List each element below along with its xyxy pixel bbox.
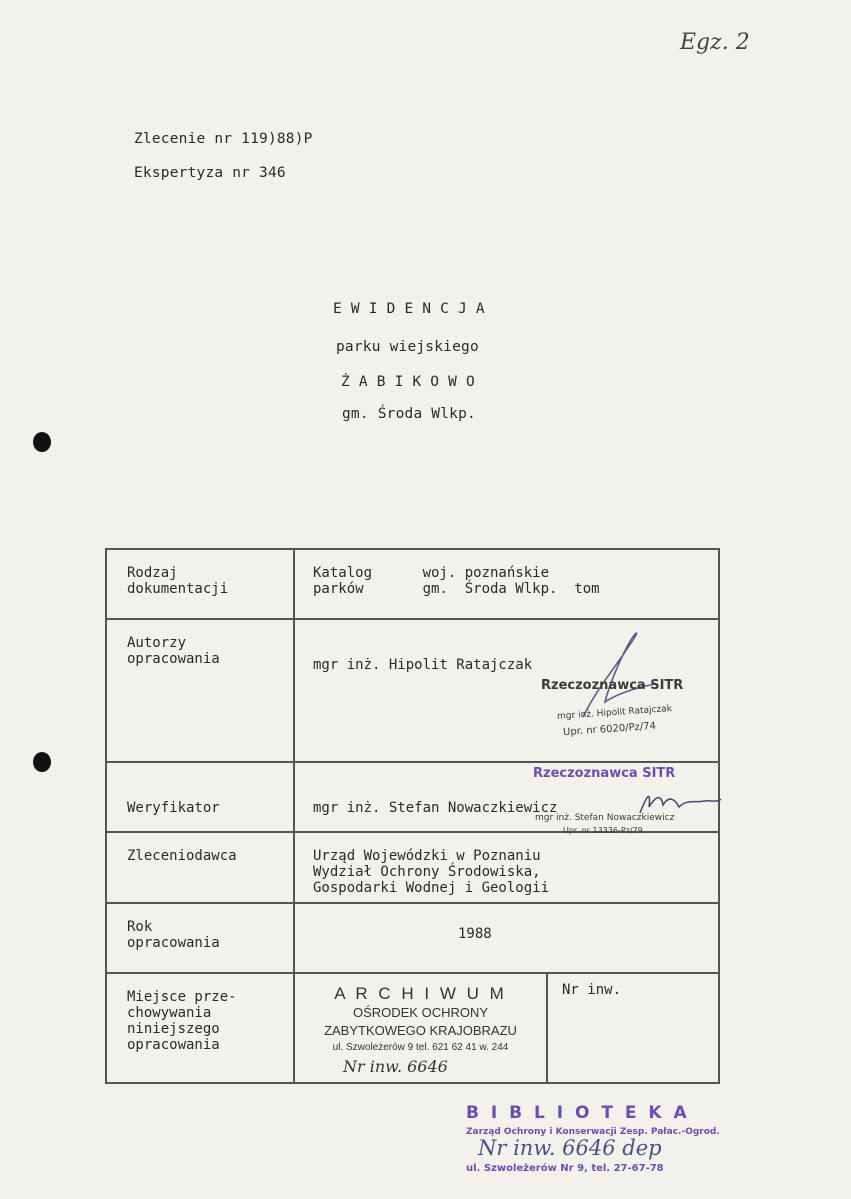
inventory-label: Nr inw.	[562, 982, 622, 998]
archive-stamp-line2: OŚRODEK OCHRONY	[352, 1005, 489, 1020]
punch-hole-bottom	[33, 752, 51, 772]
title-line-3: Ż A B I K O W O	[341, 374, 475, 390]
table-row	[106, 762, 719, 832]
archive-stamp-address: ul. Szwoleżerów 9 tel. 621 62 41 w. 244	[332, 1042, 509, 1053]
library-stamp-org: Zarząd Ochrony i Konserwacji Zesp. Pałac.-Ogrod.	[466, 1127, 720, 1137]
author-stamp-license: Upr. nr 6020/Pz/74	[562, 720, 657, 739]
archive-stamp-title: A R C H I W U M	[334, 984, 507, 1003]
table-row	[106, 619, 719, 762]
library-inventory-handwritten: Nr inw. 6646 dep	[478, 1136, 662, 1160]
punch-hole-top	[33, 432, 51, 452]
verifier-stamp-name: mgr inż. Stefan Nowaczkiewicz	[535, 813, 675, 823]
table-row	[106, 549, 719, 619]
copy-number-note: Egz. 2	[680, 30, 750, 55]
library-stamp-address: ul. Szwoleżerów Nr 9, tel. 27-67-78	[466, 1163, 664, 1174]
title-line-4: gm. Środa Wlkp.	[342, 406, 476, 422]
order-number: Zlecenie nr 119)88)P	[134, 131, 313, 147]
row-label: Zleceniodawca	[127, 848, 237, 864]
verifier-stamp-license: Upr. nr 13336-Pz/79	[563, 826, 643, 835]
row-label: Rok opracowania	[127, 919, 220, 951]
library-stamp-title: B I B L I O T E K A	[466, 1103, 690, 1123]
archive-stamp-line3: ZABYTKOWEGO KRAJOBRAZU	[324, 1023, 517, 1038]
row-value: Urząd Wojewódzki w Poznaniu Wydział Ochrony Środowiska, Gospodarki Wodnej i Geologii	[313, 848, 550, 896]
row-value: mgr inż. Hipolit Ratajczak	[313, 657, 533, 673]
row-label: Autorzy opracowania	[127, 635, 220, 667]
verifier-stamp-title: Rzeczoznawca SITR	[533, 766, 676, 781]
title-line-2: parku wiejskiego	[336, 339, 479, 355]
author-stamp-name: mgr inż. Hipolit Ratajczak	[556, 703, 673, 723]
row-value: mgr inż. Stefan Nowaczkiewicz	[313, 800, 558, 816]
documentation-table	[105, 548, 720, 1084]
table-row	[106, 973, 719, 1083]
row-label: Rodzaj dokumentacji	[127, 565, 229, 597]
row-label: Miejsce prze- chowywania niniejszego opracowania	[127, 989, 237, 1053]
expertise-number: Ekspertyza nr 346	[134, 165, 286, 181]
title-line-1: E W I D E N C J A	[333, 301, 485, 317]
row-value: 1988	[458, 926, 492, 942]
row-value: Katalog woj. poznańskie parków gm. Środa Wlkp. tom	[313, 565, 600, 597]
author-stamp-title: Rzeczoznawca SITR	[541, 678, 684, 693]
archive-inventory-handwritten: Nr inw. 6646	[343, 1057, 448, 1076]
table-row	[106, 832, 719, 903]
table-row	[106, 903, 719, 973]
row-label: Weryfikator	[127, 800, 220, 816]
verifier-signature	[635, 785, 725, 825]
